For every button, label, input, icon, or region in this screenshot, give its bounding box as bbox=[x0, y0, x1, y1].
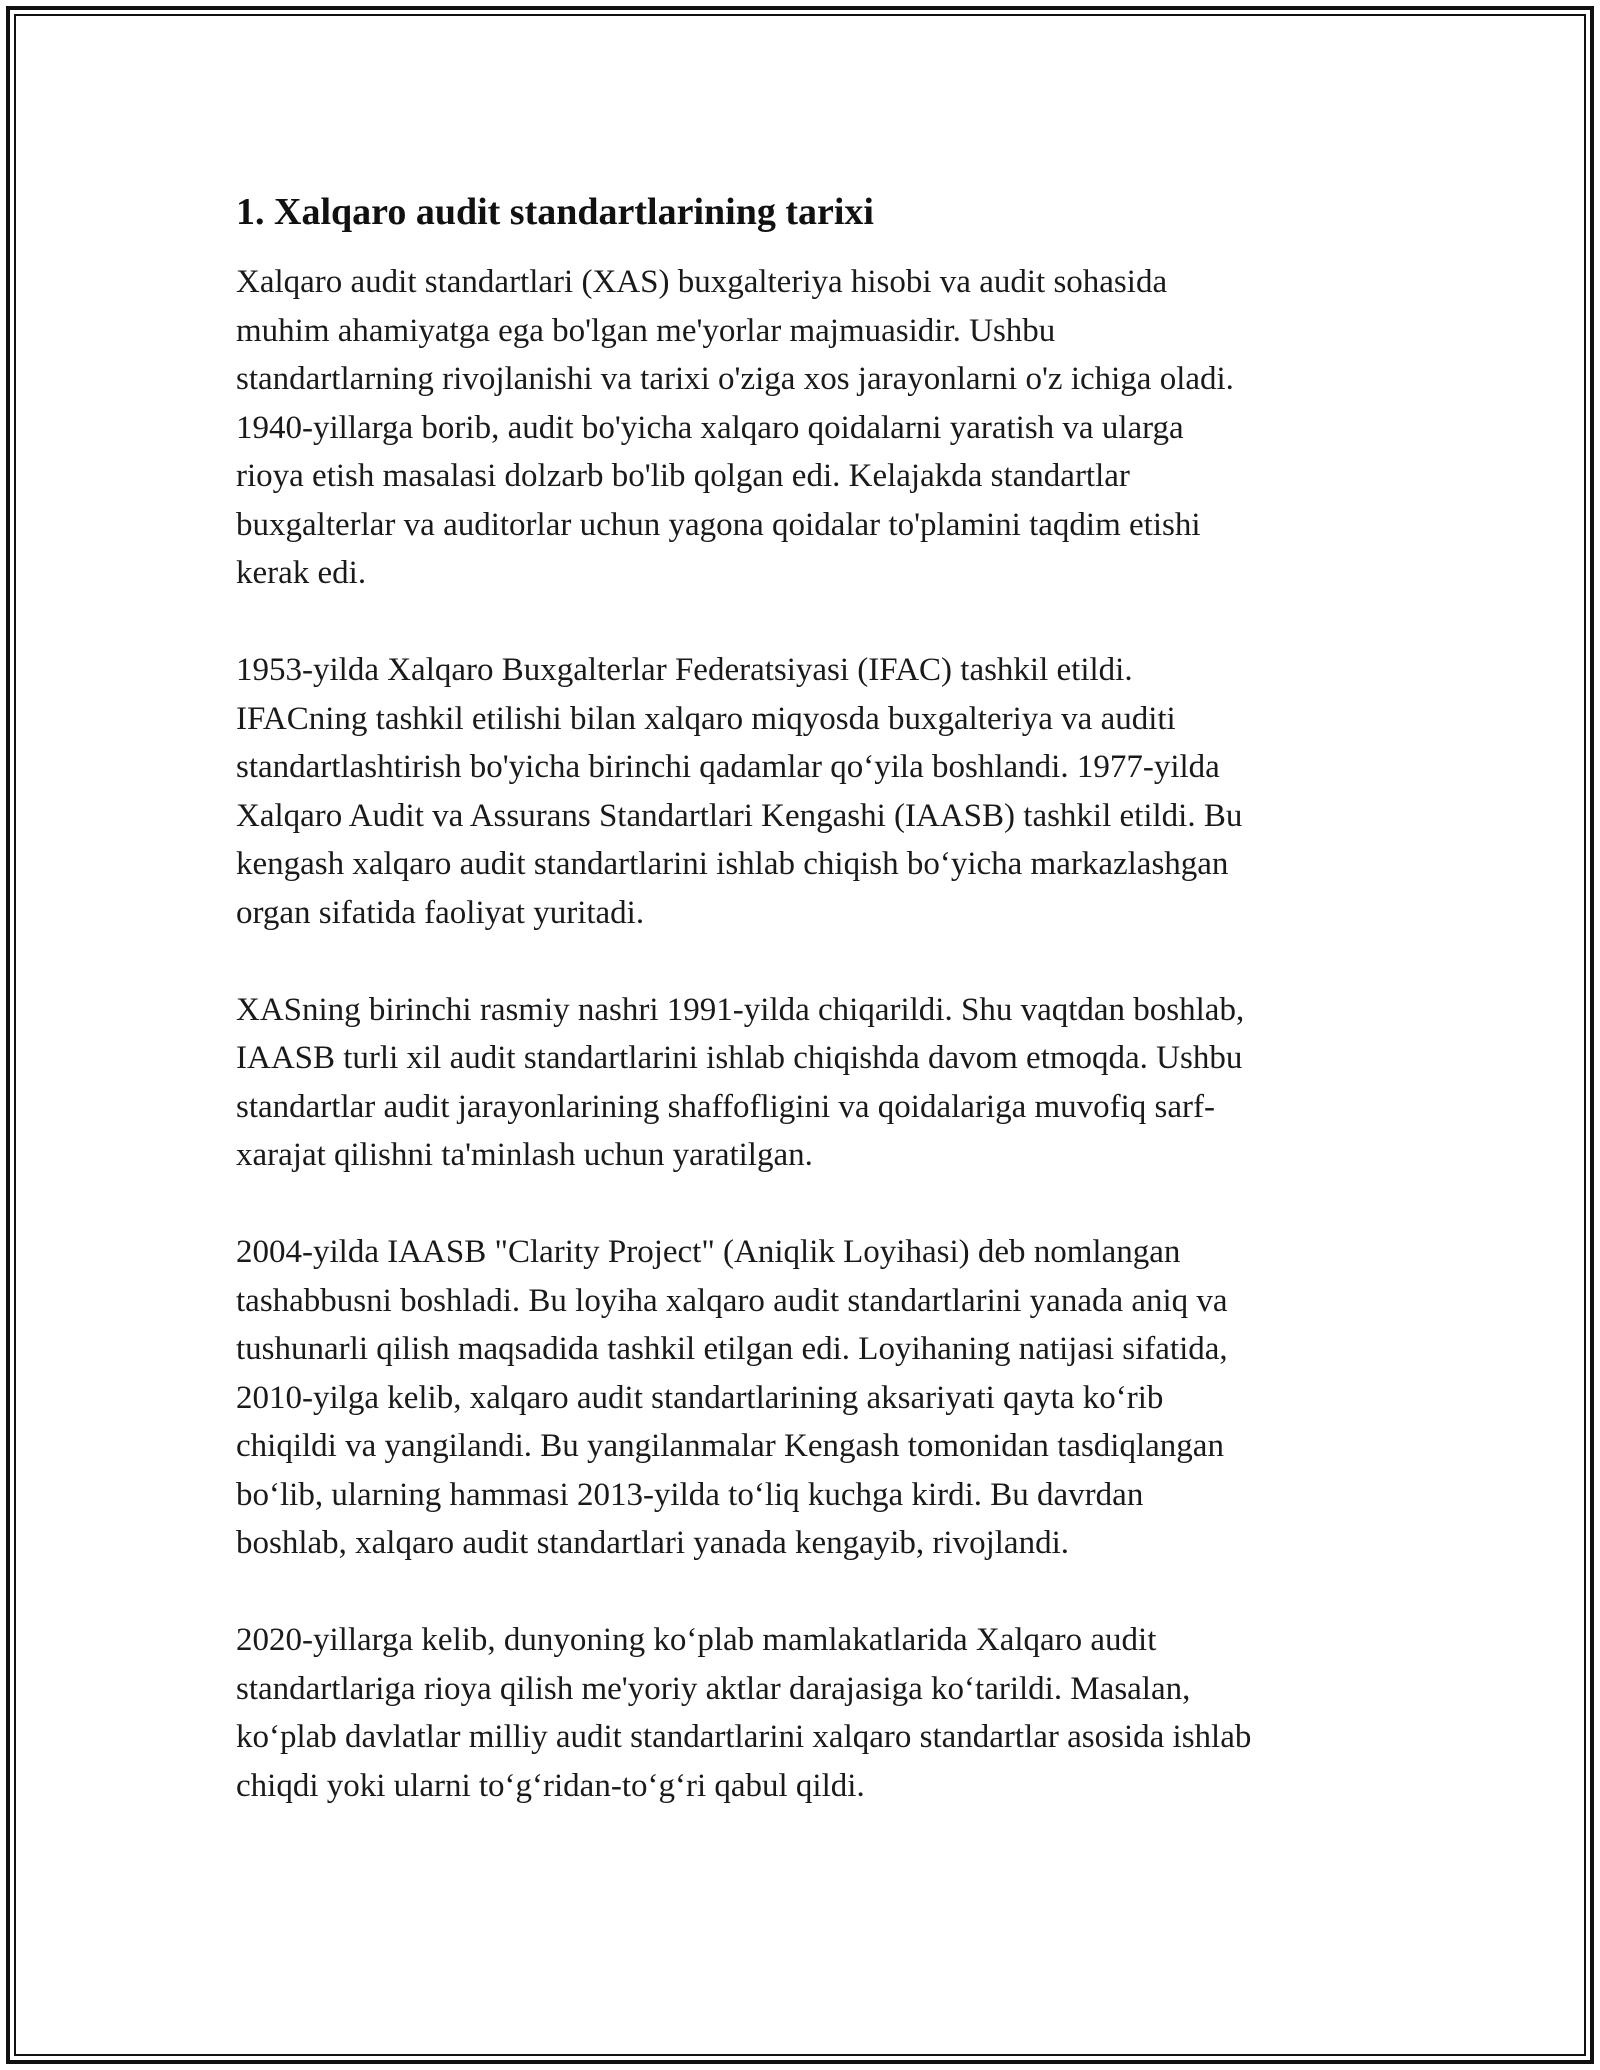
text-line: kengash xalqaro audit standartlarini ishlab chiqish bo‘yicha markazlashgan bbox=[236, 846, 1229, 882]
text-line: standartlarning rivojlanishi va tarixi o'ziga xos jarayonlarni o'z ichiga oladi. bbox=[236, 361, 1234, 397]
text-line: XASning birinchi rasmiy nashri 1991-yilda chiqarildi. Shu vaqtdan boshlab, bbox=[236, 991, 1245, 1028]
text-line: tushunarli qilish maqsadida tashkil etilgan edi. Loyihaning natijasi sifatida, bbox=[236, 1331, 1228, 1367]
text-line: 1940-yillarga borib, audit bo'yicha xalqaro qoidalarni yaratish va ularga bbox=[236, 409, 1184, 446]
text-line: muhim ahamiyatga ega bo'lgan me'yorlar majmuasidir. Ushbu bbox=[236, 312, 1056, 349]
text-line: tashabbusni boshladi. Bu loyiha xalqaro audit standartlarini yanada aniq va bbox=[236, 1282, 1228, 1319]
text-line: rioya etish masalasi dolzarb bo'lib qolgan edi. Kelajakda standartlar bbox=[236, 458, 1130, 494]
text-line: IAASB turli xil audit standartlarini ishlab chiqishda davom etmoqda. Ushbu bbox=[236, 1040, 1243, 1076]
text-line: organ sifatida faoliyat yuritadi. bbox=[236, 894, 645, 931]
paragraph-4 bbox=[236, 1228, 1376, 1568]
text-line: ko‘plab davlatlar milliy audit standartlarini xalqaro standartlar asosida ishlab bbox=[236, 1719, 1252, 1755]
text-line: standartlar audit jarayonlarining shaffofligini va qoidalariga muvofiq sarf- bbox=[236, 1088, 1215, 1125]
text-line: bo‘lib, ularning hammasi 2013-yilda to‘liq kuchga kirdi. Bu davrdan bbox=[236, 1476, 1144, 1513]
text-line: kerak edi. bbox=[236, 555, 367, 591]
text-line: chiqdi yoki ularni to‘g‘ridan-to‘g‘ri qabul qildi. bbox=[236, 1767, 865, 1804]
text-line: IFACning tashkil etilishi bilan xalqaro miqyosda buxgalteriya va auditi bbox=[236, 700, 1176, 737]
paragraph-2 bbox=[236, 646, 1376, 937]
text-line: Xalqaro audit standartlari (XAS) buxgalteriya hisobi va audit sohasida bbox=[236, 264, 1168, 300]
paragraph-5 bbox=[236, 1616, 1376, 1810]
text-line: boshlab, xalqaro audit standartlari yanada kengayib, rivojlandi. bbox=[236, 1525, 1069, 1561]
paragraph-1 bbox=[236, 258, 1376, 598]
section-heading: 1. Xalqaro audit standartlarining tarixi bbox=[236, 191, 874, 233]
text-line: xarajat qilishni ta'minlash uchun yaratilgan. bbox=[236, 1137, 813, 1173]
text-line: 2004-yilda IAASB "Clarity Project" (Aniqlik Loyihasi) deb nomlangan bbox=[236, 1234, 1181, 1270]
document-body bbox=[236, 188, 1376, 1859]
paragraph-3 bbox=[236, 986, 1376, 1180]
text-line: 1953-yilda Xalqaro Buxgalterlar Federatsiyasi (IFAC) tashkil etildi. bbox=[236, 652, 1133, 688]
text-line: chiqildi va yangilandi. Bu yangilanmalar Kengash tomonidan tasdiqlangan bbox=[236, 1428, 1224, 1464]
text-line: standartlashtirish bo'yicha birinchi qadamlar qo‘yila boshlandi. 1977-yilda bbox=[236, 749, 1220, 785]
text-line: standartlariga rioya qilish me'yoriy aktlar darajasiga ko‘tarildi. Masalan, bbox=[236, 1670, 1191, 1707]
text-line: 2010-yilga kelib, xalqaro audit standartlarining aksariyati qayta ko‘rib bbox=[236, 1379, 1164, 1416]
text-line: buxgalterlar va auditorlar uchun yagona qoidalar to'plamini taqdim etishi bbox=[236, 506, 1201, 543]
text-line: 2020-yillarga kelib, dunyoning ko‘plab mamlakatlarida Xalqaro audit bbox=[236, 1622, 1157, 1658]
text-line: Xalqaro Audit va Assurans Standartlari Kengashi (IAASB) tashkil etildi. Bu bbox=[236, 797, 1243, 834]
